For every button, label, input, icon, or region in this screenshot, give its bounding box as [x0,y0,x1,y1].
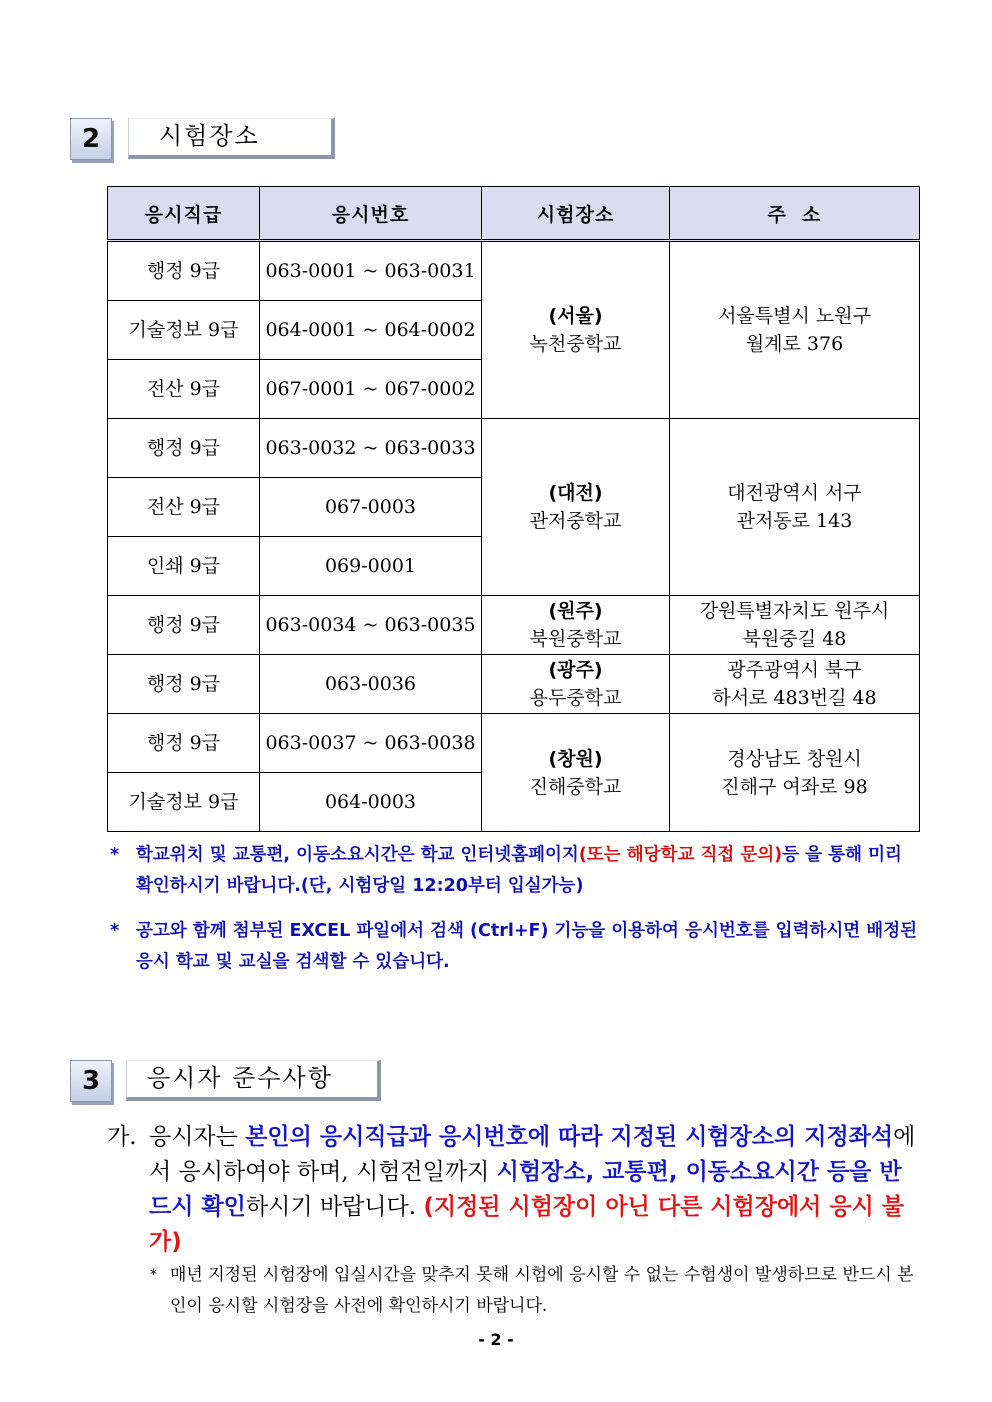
section-2-title: 시험장소 [128,118,335,159]
address-line1: 경상남도 창원시 [727,747,862,770]
venue-area: (광주) [548,659,603,681]
venue-cell [482,714,670,832]
address-cell [670,714,920,832]
venue-area: (대전) [548,482,603,504]
grade-cell: 인쇄 9급 [108,537,260,596]
grade-cell: 행정 9급 [108,655,260,714]
warning-no-other-venue: (지정된 시험장이 아닌 다른 시험장에서 응시 불가) [149,1194,905,1255]
address-cell [670,241,920,419]
table-row [108,655,920,714]
grade-cell: 기술정보 9급 [108,773,260,832]
address-line1: 광주광역시 북구 [727,659,862,681]
table-row [108,596,920,655]
number-cell: 067-0001 ~ 067-0002 [260,360,482,419]
section-2-header [70,118,310,164]
venue-cell [482,241,670,419]
grade-cell: 행정 9급 [108,419,260,478]
header-grade: 응시직급 [108,187,260,241]
section-2-number: 2 [70,118,112,160]
note-excel-search: * 공고와 함께 첨부된 EXCEL 파일에서 검색 (Ctrl+F) 기능을 이용하여 응시번호를 입력하시면 배정된 응시 학교 및 교실을 검색할 수 있습니다. [110,916,922,978]
sub-note-star: * [150,1267,157,1283]
header-address: 주 소 [670,187,920,241]
emphasis-check: 시험장소, 교통편, 이동소요시간 등을 반드시 확인 [149,1159,902,1220]
address-line1: 강원특별자치도 원주시 [699,600,890,622]
header-number: 응시번호 [260,187,482,241]
address-line1: 서울특별시 노원구 [718,305,871,327]
venue-school: 진해중학교 [529,775,622,798]
number-cell: 064-0001 ~ 064-0002 [260,301,482,360]
address-cell [670,596,920,655]
number-cell: 063-0034 ~ 063-0035 [260,596,482,655]
section-3-title: 응시자 준수사항 [126,1060,381,1101]
header-venue: 시험장소 [482,187,670,241]
number-cell: 063-0037 ~ 063-0038 [260,714,482,773]
venue-school: 북원중학교 [529,628,622,650]
note-star: * [110,845,120,865]
emphasis-seat: 본인의 응시직급과 응시번호에 따라 지정된 시험장소의 지정좌석 [245,1124,894,1150]
address-line2: 관저동로 143 [736,510,853,532]
venue-cell [482,655,670,714]
item-marker: 가. [107,1124,137,1150]
venue-school: 관저중학교 [529,510,622,532]
venue-area: (서울) [548,305,603,327]
table-header-row [108,187,920,241]
address-line1: 대전광역시 서구 [727,482,862,504]
table-row [108,241,920,301]
note-inquiry-red: (또는 해당학교 직접 문의) [578,845,783,865]
section-3-header [70,1060,390,1106]
number-cell: 067-0003 [260,478,482,537]
address-line2: 진해구 여좌로 98 [721,775,868,798]
number-cell: 064-0003 [260,773,482,832]
venue-cell [482,596,670,655]
table-row [108,419,920,478]
address-line2: 하서로 483번길 48 [712,687,877,709]
venue-area: (창원) [548,747,603,770]
venue-school: 녹천중학교 [529,333,622,355]
venue-school: 용두중학교 [529,687,622,709]
grade-cell: 행정 9급 [108,241,260,301]
number-cell: 063-0036 [260,655,482,714]
address-cell [670,419,920,596]
venue-cell [482,419,670,596]
address-line2: 북원중길 48 [742,628,847,650]
grade-cell: 전산 9급 [108,360,260,419]
address-line2: 월계로 376 [745,333,844,355]
table-row [108,714,920,773]
section-3-number: 3 [70,1060,112,1102]
grade-cell: 전산 9급 [108,478,260,537]
exam-venue-table [107,186,920,832]
venue-notes [110,840,922,978]
number-cell: 069-0001 [260,537,482,596]
note-star: * [110,921,120,941]
venue-area: (원주) [548,600,603,622]
sub-note: * 매년 지정된 시험장에 입실시간을 맞추지 못해 시험에 응시할 수 없는 수험생이 발생하므로 반드시 본인이 응시할 시험장을 사전에 확인하시기 바랍니다. [150,1260,920,1322]
grade-cell: 행정 9급 [108,714,260,773]
page-number: - 2 - [478,1330,514,1349]
compliance-paragraph: 가. 응시자는 본인의 응시직급과 응시번호에 따라 지정된 시험장소의 지정좌석에서 응시하여야 하며, 시험전일까지 시험장소, 교통편, 이동소요시간 등을 반드시 확인하시기 바랍니다. (지정된 시험장이 아닌 다른 시험장에서 응시 불가) [107,1120,923,1260]
address-cell [670,655,920,714]
grade-cell: 기술정보 9급 [108,301,260,360]
note-school-info: * 학교위치 및 교통편, 이동소요시간은 학교 인터넷홈페이지(또는 해당학교 직접 문의)등 을 통해 미리 확인하시기 바랍니다.(단, 시험당일 12:20부터 입실가능) [110,840,922,902]
number-cell: 063-0032 ~ 063-0033 [260,419,482,478]
grade-cell: 행정 9급 [108,596,260,655]
number-cell: 063-0001 ~ 063-0031 [260,241,482,301]
